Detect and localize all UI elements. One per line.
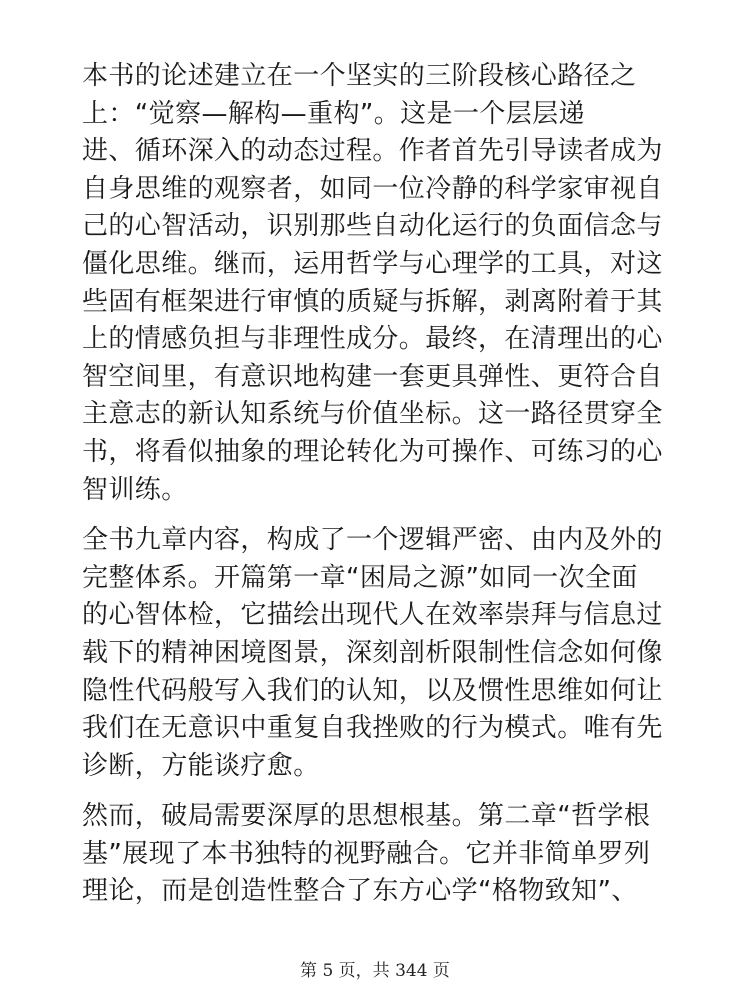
text-line: 基”展现了本书独特的视野融合。它并非简单罗列 bbox=[82, 838, 651, 869]
text-line: 智训练。 bbox=[82, 474, 188, 505]
text-line: 进、循环深入的动态过程。作者首先引导读者成为 bbox=[82, 136, 663, 167]
text-line: 隐性代码般写入我们的认知，以及惯性思维如何让 bbox=[82, 675, 663, 706]
text-line: 自身思维的观察者，如同一位冷静的科学家审视自 bbox=[82, 173, 663, 204]
text-line: 全书九章内容，构成了一个逻辑严密、由内及外的 bbox=[82, 525, 663, 556]
text-line: 些固有框架进行审慎的质疑与拆解，剥离附着于其 bbox=[82, 286, 663, 317]
text-line: 然而，破局需要深厚的思想根基。第二章“哲学根 bbox=[82, 801, 651, 832]
text-line: 理论，而是创造性整合了东方心学“格物致知”、 bbox=[82, 876, 638, 907]
page-number-footer: 第 5 页，共 344 页 bbox=[300, 961, 450, 981]
text-line: 本书的论述建立在一个坚实的三阶段核心路径之 bbox=[82, 61, 637, 91]
paragraph bbox=[82, 798, 672, 911]
text-line: 载下的精神困境图景，深刻剖析限制性信念如何像 bbox=[82, 637, 663, 668]
text-line: 上：“觉察—解构—重构”。这是一个层层递 bbox=[82, 98, 585, 129]
text-line: 书，将看似抽象的理论转化为可操作、可练习的心 bbox=[82, 436, 663, 467]
text-line: 己的心智活动，识别那些自动化运行的负面信念与 bbox=[82, 211, 663, 242]
text-line: 诊断，方能谈疗愈。 bbox=[82, 750, 320, 781]
text-line: 上的情感负担与非理性成分。最终，在清理出的心 bbox=[82, 324, 663, 355]
paragraph bbox=[82, 522, 672, 785]
text-line: 智空间里，有意识地构建一套更具弹性、更符合自 bbox=[82, 361, 663, 392]
paragraph bbox=[82, 58, 672, 509]
text-line: 主意志的新认知系统与价值坐标。这一路径贯穿全 bbox=[82, 399, 663, 430]
text-line: 僵化思维。继而，运用哲学与心理学的工具，对这 bbox=[82, 248, 663, 279]
text-line: 完整体系。开篇第一章“困局之源”如同一次全面 bbox=[82, 562, 638, 593]
text-line: 的心智体检，它描绘出现代人在效率崇拜与信息过 bbox=[82, 600, 663, 631]
text-line: 我们在无意识中重复自我挫败的行为模式。唯有先 bbox=[82, 713, 663, 744]
